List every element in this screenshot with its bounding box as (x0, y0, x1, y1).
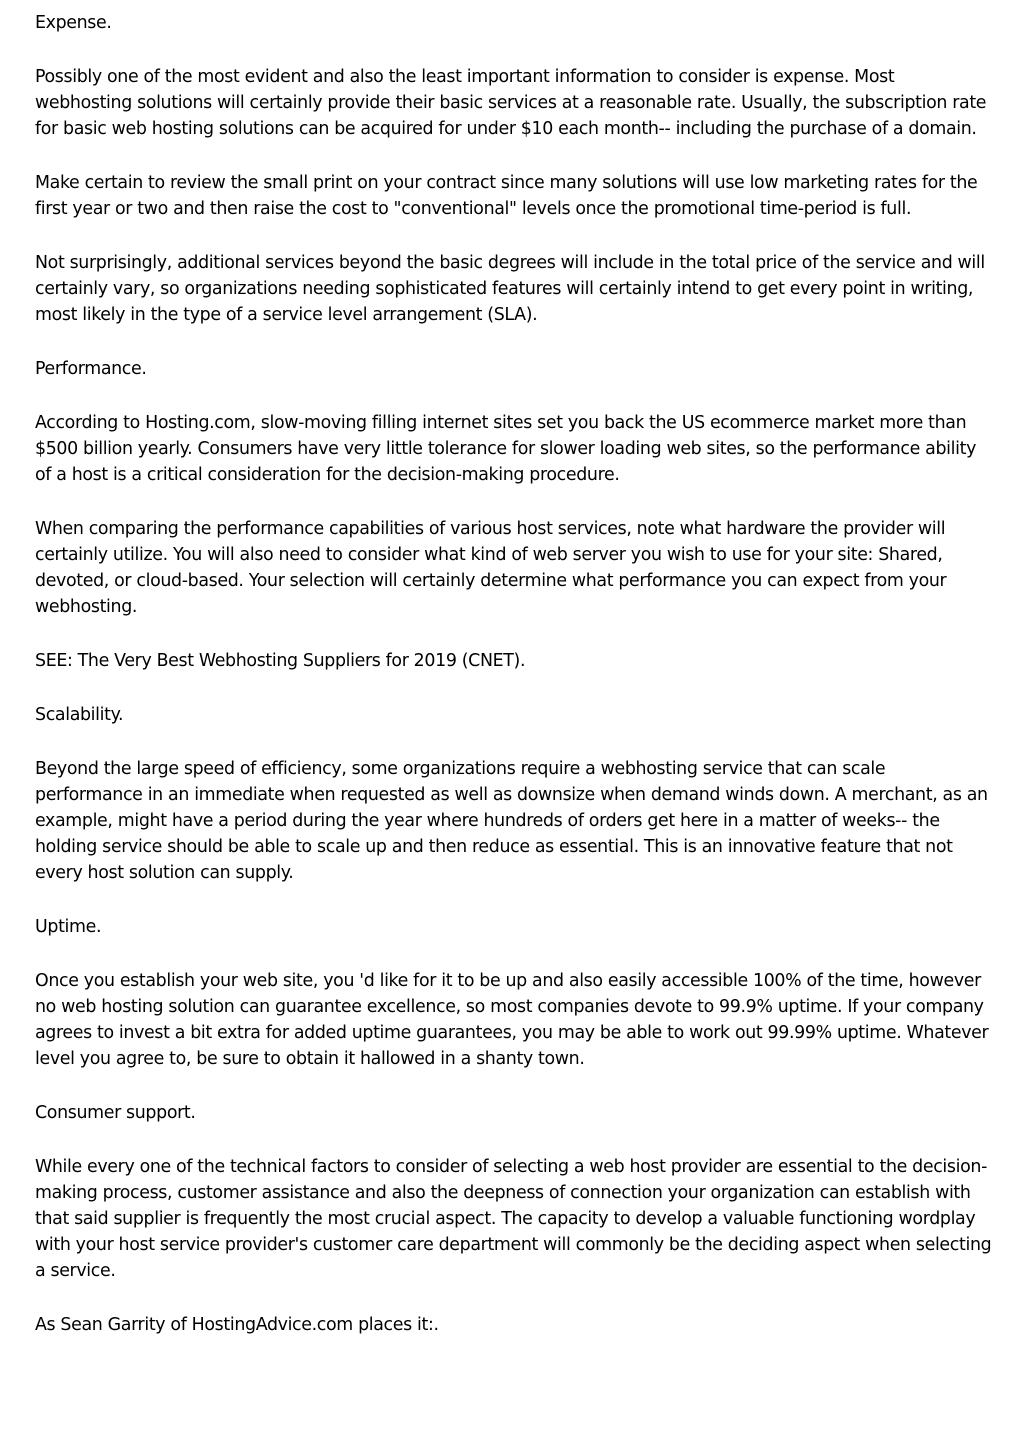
heading-performance: Performance. (35, 359, 147, 379)
heading-consumer-support: Consumer support. (35, 1103, 196, 1123)
paragraph-see-reference: SEE: The Very Best Webhosting Suppliers for 2019 (CNET). (35, 651, 526, 671)
paragraph-consumer-support: While every one of the technical factors to consider of selecting a web host provider are essential to the decision-making process, customer assistance and also the deepness of connection your organization can establish with that said supplier is frequently the most crucial aspect. The capacity to develop a valuable functioning wordplay with your host service provider's customer care department will commonly be the deciding aspect when selecting a service. (35, 1157, 992, 1281)
heading-expense: Expense. (35, 13, 112, 33)
paragraph-expense-intro: Possibly one of the most evident and also the least important information to consider is expense. Most webhosting solutions will certainly provide their basic services at a reasonable rate. Usually, the subscription rate for basic web hosting solutions can be acquired for under $10 each month-- including the purchase of a domain. (35, 67, 987, 139)
paragraph-scalability: Beyond the large speed of efficiency, some organizations require a webhosting service that can scale performance in an immediate when requested as well as downsize when demand winds down. A merchant, as an example, might have a period during the year where hundreds of orders get here in a matter of weeks-- the holding service should be able to scale up and then reduce as essential. This is an innovative feature that not every host solution can supply. (35, 759, 988, 883)
paragraph-performance-comparison: When comparing the performance capabilities of various host services, note what hardware the provider will certainly utilize. You will also need to consider what kind of web server you wish to use for your site: Shared, devoted, or cloud-based. Your selection will certainly determine what performance you can expect from your webhosting. (35, 519, 947, 617)
paragraph-uptime: Once you establish your web site, you 'd like for it to be up and also easily accessible 100% of the time, however no web hosting solution can guarantee excellence, so most companies devote to 99.9% uptime. If your company agrees to invest a bit extra for added uptime guarantees, you may be able to work out 99.99% uptime. Whatever level you agree to, be sure to obtain it hallowed in a shanty town. (35, 971, 989, 1069)
document-body (35, 10, 995, 1366)
paragraph-quote-intro: As Sean Garrity of HostingAdvice.com places it:. (35, 1315, 439, 1335)
paragraph-performance-intro: According to Hosting.com, slow-moving filling internet sites set you back the US ecommerce market more than $500 billion yearly. Consumers have very little tolerance for slower loading web sites, so the performance ability of a host is a critical consideration for the decision-making procedure. (35, 413, 977, 485)
paragraph-contract-fine-print: Make certain to review the small print on your contract since many solutions will use low marketing rates for the first year or two and then raise the cost to "conventional" levels once the promotional time-period is full. (35, 173, 978, 219)
paragraph-additional-services: Not surprisingly, additional services beyond the basic degrees will include in the total price of the service and will certainly vary, so organizations needing sophisticated features will certainly intend to get every point in writing, most likely in the type of a service level arrangement (SLA). (35, 253, 985, 325)
heading-scalability: Scalability. (35, 705, 124, 725)
heading-uptime: Uptime. (35, 917, 102, 937)
